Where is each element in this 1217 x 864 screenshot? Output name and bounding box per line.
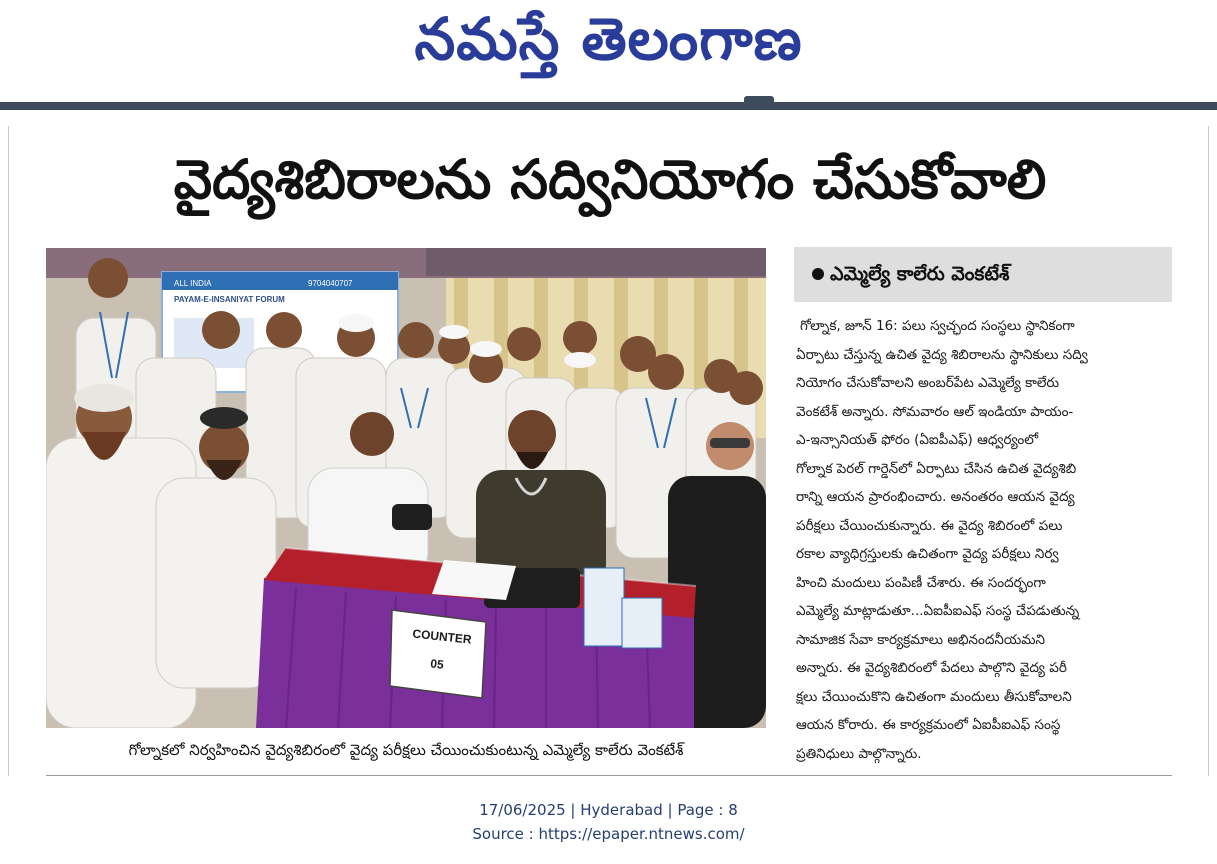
article-headline: వైద్యశిబిరాలను సద్వినియోగం చేసుకోవాలి (173, 148, 1047, 211)
clipping-bottom-border (46, 775, 1172, 776)
article-line: ఎమ్మెల్యే మాట్లాడుతూ...ఏఐపీఐఎఫ్ సంస్థ చేపడుతున్న (796, 603, 1080, 619)
article-line: హించి మందులు పంపిణీ చేశారు. ఈ సందర్భంగా (796, 574, 1046, 591)
footer-date-edition-page: 17/06/2025 | Hyderabad | Page : 8 (479, 801, 738, 819)
photo-banner-line-1: ALL INDIA (174, 279, 212, 288)
article-line: ప్రతినిధులు పాల్గొన్నారు. (796, 745, 922, 762)
article-line: సామాజిక సేవా కార్యక్రమాలు అభినందనీయమని (796, 631, 1045, 648)
clipping-left-border (8, 126, 9, 776)
article-line: ఏర్పాటు చేస్తున్న ఉచిత వైద్య శిబిరాలను స్థానికులు సద్వి (796, 346, 1088, 363)
footer-source-link[interactable]: Source : https://epaper.ntnews.com/ (472, 825, 745, 843)
clipping-right-border (1208, 126, 1209, 776)
page-footer (0, 798, 1217, 846)
article-line: నియోగం చేసుకోవాలని అంబర్‌పేట ఎమ్మెల్యే కాలేరు (796, 375, 1060, 391)
byline-text: ఎమ్మెల్యే కాలేరు వెంకటేశ్ (830, 263, 1010, 285)
masthead-logo: నమస్తే తెలంగాణ (414, 5, 803, 73)
article-line: అన్నారు. ఈ వైద్యశిబిరంలో పేదలు పాల్గొని వైద్య పరీ (796, 660, 1067, 676)
article-line: ఎ-ఇన్సానియత్ ఫోరం (ఏఐపీఎఫ్) ఆధ్వర్యంలో (796, 432, 1039, 448)
counter-label: COUNTER (411, 626, 473, 647)
news-photo (46, 248, 766, 728)
article-line: ఆయన కోరారు. ఈ కార్యక్రమంలో ఏఐపీఐఎఫ్ సంస్థ (796, 717, 1061, 733)
article-line: గోల్నాక పెరల్ గార్డెన్‌లో ఏర్పాటు చేసిన ఉచిత వైద్యశిబి (796, 460, 1077, 477)
article-line: రాన్ని ఆయన ప్రారంభించారు. అనంతరం ఆయన వైద్య (796, 489, 1075, 505)
photo-banner-phone: 9704040707 (308, 279, 353, 288)
bullet-icon (812, 268, 824, 280)
photo-caption: గోల్నాకలో నిర్వహించిన వైద్యశిబిరంలో వైద్య పరీక్షలు చేయించుకుంటున్న ఎమ్మెల్యే కాలేరు వెంకటేశ్ (128, 741, 684, 759)
article-body (796, 312, 1174, 768)
article-line: గోల్నాక, జూన్ 16: పలు స్వచ్ఛంద సంస్థలు స్థానికంగా (800, 318, 1075, 334)
masthead (0, 0, 1217, 104)
masthead-divider (0, 102, 1217, 110)
counter-number: 05 (429, 656, 445, 672)
photo-banner-line-2: PAYAM-E-INSANIYAT FORUM (174, 295, 285, 304)
article-line: క్షలు చేయించుకొని ఉచితంగా మందులు తీసుకోవాలని (796, 688, 1072, 705)
article-line: రకాల వ్యాధిగ్రస్తులకు ఉచితంగా వైద్య పరీక్షలు నిర్వ (796, 546, 1059, 562)
byline-box (794, 247, 1172, 302)
article-line: పరీక్షలు చేయించుకున్నారు. ఈ వైద్య శిబిరంలో పలు (796, 517, 1063, 534)
photo-counter-sign (390, 610, 486, 698)
article-line: వెంకటేశ్ అన్నారు. సోమవారం ఆల్ ఇండియా పాయం- (796, 403, 1074, 420)
